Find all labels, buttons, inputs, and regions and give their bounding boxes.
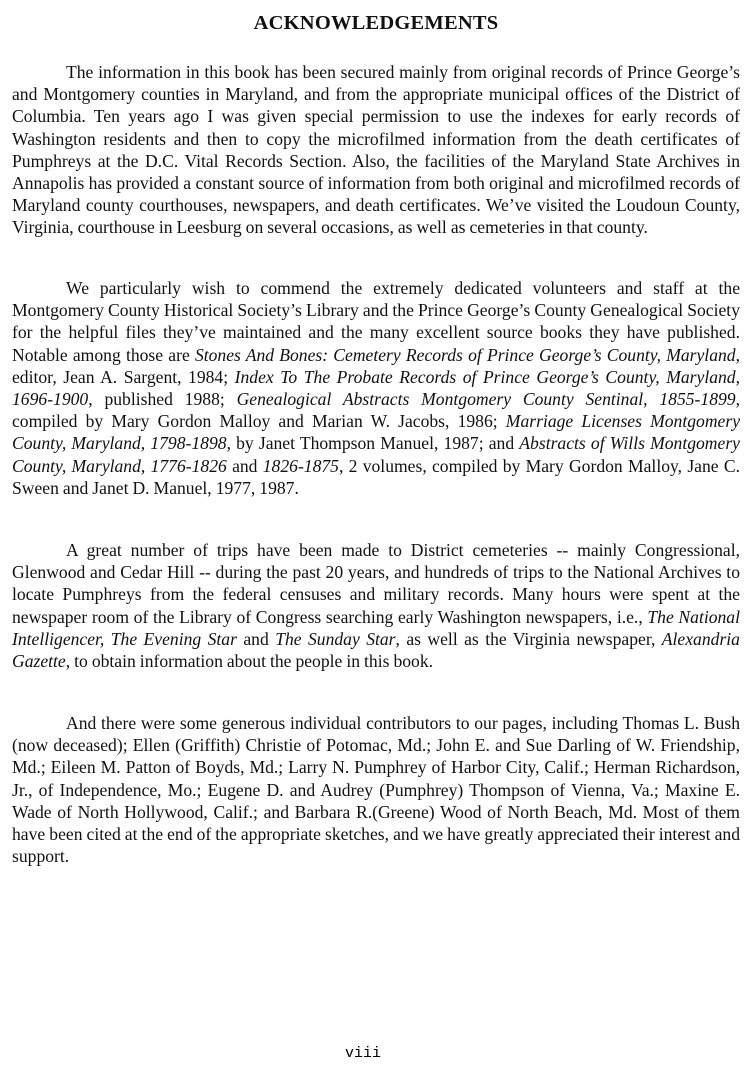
paragraph-contributors: [12, 712, 740, 867]
paragraph-text: , published 1988;: [88, 389, 237, 410]
italic-title-text: Marriage Licenses Montgomery County, Maryland, 1798-1898: [12, 411, 741, 454]
page-heading: ACKNOWLEDGEMENTS: [253, 12, 499, 34]
italic-title-text: The Sunday Star: [275, 628, 396, 649]
page-number: viii: [344, 1045, 381, 1062]
paragraph-text: A great number of trips have been made to District cemeteries -- mainly Congressional, Glenwood and Cedar Hill -- during the past 20 years, and hundreds of trips to the National Archives to locate Pumphreys from the federal censuses and military records. Many hours were spent at the newspaper room of the Library of Congress searching early Washington newspapers, i.e.,: [12, 540, 740, 627]
paragraph-text: And there were some generous individual contributors to our pages, including Thomas L. Bush (now deceased); Ellen (Griffith) Christie of Potomac, Md.; John E. and Sue Darling of W. Friendship, Md.; Eileen M. Patton of Boyds, Md.; Larry N. Pumphrey of Harbor City, Calif.; Herman Richardson, Jr., of Independence, Mo.; Eugene D. and Audrey (Pumphrey) Thompson of Vienna, Va.; Maxine E. Wade of North Hollywood, Calif.; and Barbara R.(Greene) Wood of North Beach, Md. Most of them have been cited at the end of the appropriate sketches, and we have greatly appreciated their interest and support.: [12, 713, 740, 867]
paragraph-text: , to obtain information about the people in this book.: [65, 651, 434, 672]
paragraph-text: The information in this book has been secured mainly from original records of Prince George’s and Montgomery counties in Maryland, and from the appropriate municipal offices of the District of Columbia. Ten years ago I was given special permission to use the indexes for early records of Washington residents and then to copy the microfilmed information from the death certificates of Pumphreys at the D.C. Vital Records Section. Also, the facilities of the Maryland State Archives in Annapolis has provided a constant source of information from both original and microfilmed records of Maryland county courthouses, newspapers, and death certificates. We’ve visited the Loudoun County, Virginia, courthouse in Leesburg on several occasions, as well as cemeteries in that county.: [12, 62, 740, 238]
italic-title-text: The National Intelligencer, The Evening Star: [12, 606, 740, 649]
italic-title-text: 1826-1875: [262, 455, 339, 476]
paragraph-text: , as well as the Virginia newspaper,: [395, 628, 662, 649]
paragraph-text: We particularly wish to commend the extremely dedicated volunteers and staff at the Montgomery County Historical Society’s Library and the Prince George’s County Genealogical Society for the helpful files they’ve maintained and the many excellent source books they have published. Notable among those are: [12, 278, 740, 365]
paragraph-text: , by Janet Thompson Manuel, 1987; and: [226, 433, 520, 454]
paragraph-text: and: [236, 628, 276, 649]
italic-title-text: Abstracts of Wills Montgomery County, Maryland, 1776-1826: [12, 433, 740, 476]
paragraph-research-trips: [12, 539, 740, 672]
italic-title-text: Stones And Bones: Cemetery Records of Prince George’s County, Maryland: [194, 344, 736, 365]
paragraph-societies: [12, 277, 740, 499]
italic-title-text: Index To The Probate Records of Prince George’s County, Maryland, 1696-1900: [12, 366, 740, 410]
italic-title-text: Genealogical Abstracts Montgomery County Sentinal, 1855-1899: [236, 389, 736, 410]
document-page: [12, 0, 740, 1076]
paragraph-text: and: [226, 455, 263, 476]
paragraph-text: , compiled by Mary Gordon Malloy and Marian W. Jacobs, 1986;: [12, 389, 740, 432]
paragraph-sources: [12, 61, 740, 239]
paragraph-text: , editor, Jean A. Sargent, 1984;: [12, 344, 740, 387]
paragraph-text: , 2 volumes, compiled by Mary Gordon Malloy, Jane C. Sween and Janet D. Manuel, 1977, 1987.: [12, 455, 740, 498]
italic-title-text: Alexandria Gazette: [12, 628, 740, 672]
